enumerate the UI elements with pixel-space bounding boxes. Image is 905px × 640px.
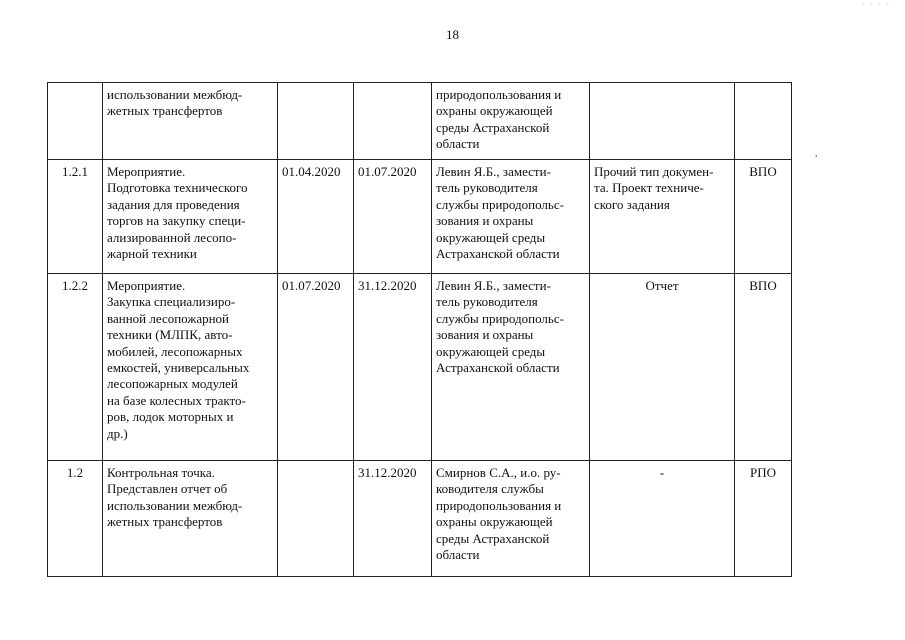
start-date: [278, 461, 354, 577]
control-level: ВПО: [735, 160, 792, 274]
result-document: Прочий тип докумен- та. Проект техниче- ского задания: [590, 160, 735, 274]
row-number: [48, 83, 103, 160]
start-date: [278, 83, 354, 160]
responsible-person: природопользования и охраны окружающей среды Астраханской области: [432, 83, 590, 160]
responsible-person: Левин Я.Б., замести- тель руководителя службы природопольс- зования и охраны окружающей среды Астраханской области: [432, 160, 590, 274]
activity-name: Контрольная точка. Представлен отчет об использовании межбюд- жетных трансфертов: [103, 461, 278, 577]
control-level: [735, 83, 792, 160]
activity-name: Мероприятие. Подготовка технического задания для проведения торгов на закупку специ- ализированной лесопо- жарной техники: [103, 160, 278, 274]
table-row: [48, 274, 792, 461]
control-level: РПО: [735, 461, 792, 577]
responsible-person: Смирнов С.А., и.о. ру- ководителя службы природопользования и охраны окружающей среды Астраханской области: [432, 461, 590, 577]
plan-table: [47, 82, 792, 577]
table-row: [48, 83, 792, 160]
control-level: ВПО: [735, 274, 792, 461]
activity-name: Мероприятие. Закупка специализиро- ванной лесопожарной техники (МЛПК, авто- мобилей, лесопожарных емкостей, универсальных лесопожарных модулей на базе колесных тракто- ров, лодок моторных и др.): [103, 274, 278, 461]
table-row: [48, 461, 792, 577]
result-document: -: [590, 461, 735, 577]
result-document: Отчет: [590, 274, 735, 461]
activity-name: использовании межбюд- жетных трансфертов: [103, 83, 278, 160]
page-number: 18: [446, 27, 459, 42]
row-number: 1.2.2: [48, 274, 103, 461]
row-number: 1.2: [48, 461, 103, 577]
start-date: 01.04.2020: [278, 160, 354, 274]
end-date: 31.12.2020: [354, 274, 432, 461]
stray-mark: ,: [815, 148, 818, 159]
start-date: 01.07.2020: [278, 274, 354, 461]
end-date: 31.12.2020: [354, 461, 432, 577]
end-date: [354, 83, 432, 160]
responsible-person: Левин Я.Б., замести- тель руководителя службы природопольс- зования и охраны окружающей среды Астраханской области: [432, 274, 590, 461]
row-number: 1.2.1: [48, 160, 103, 274]
scan-edge-mark: · · · ·: [862, 0, 891, 8]
end-date: 01.07.2020: [354, 160, 432, 274]
table-row: [48, 160, 792, 274]
result-document: [590, 83, 735, 160]
